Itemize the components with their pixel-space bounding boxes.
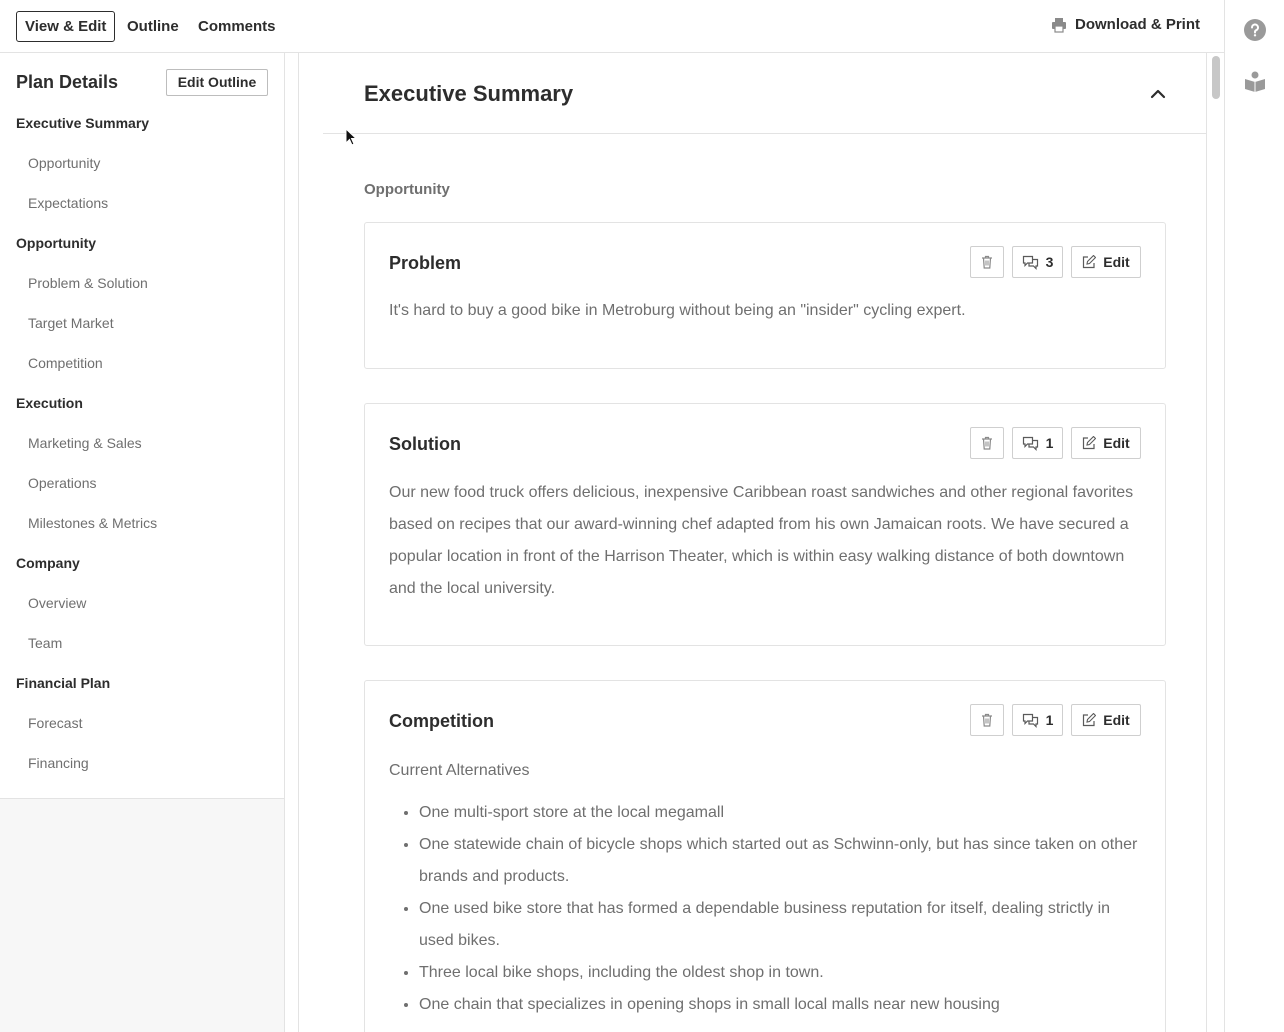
edit-label: Edit [1103, 254, 1130, 270]
comment-count: 1 [1045, 435, 1054, 451]
plan-details-title: Plan Details [16, 72, 119, 92]
list-item: • One multi-sport store at the local megamall [419, 797, 1145, 829]
sidebar-item-problem-solution[interactable]: Problem & Solution [28, 275, 148, 291]
competitor-list [389, 797, 1145, 1021]
card-title: Problem [389, 253, 462, 273]
mouse-cursor-icon [345, 128, 357, 146]
comment-icon [1022, 713, 1039, 728]
subsection-label: Opportunity [364, 181, 450, 198]
divider [298, 53, 299, 1032]
comment-icon [1022, 255, 1039, 270]
comment-count: 3 [1045, 254, 1054, 270]
divider [1206, 53, 1207, 1032]
sidebar-item-team[interactable]: Team [28, 635, 63, 651]
comment-count: 1 [1045, 712, 1054, 728]
right-rail [1224, 0, 1284, 1032]
card-actions [970, 427, 1141, 459]
sidebar-item-executive-summary[interactable]: Executive Summary [16, 115, 150, 131]
sidebar-item-operations[interactable]: Operations [28, 475, 97, 491]
edit-icon [1082, 713, 1096, 727]
tab-view-edit[interactable]: View & Edit [16, 11, 115, 42]
download-print-button[interactable] [1051, 16, 1200, 33]
section-title: Executive Summary [364, 81, 574, 106]
sidebar-item-company[interactable]: Company [16, 555, 80, 571]
card-competition [364, 680, 1166, 1032]
trash-icon [981, 255, 993, 269]
sidebar-item-opportunity[interactable]: Opportunity [16, 235, 97, 251]
card-actions [970, 704, 1141, 736]
sidebar-item-financing[interactable]: Financing [28, 755, 89, 771]
comment-icon [1022, 436, 1039, 451]
sidebar-item-opportunity-sub[interactable]: Opportunity [28, 155, 101, 171]
edit-label: Edit [1103, 435, 1130, 451]
download-print-label: Download & Print [1075, 16, 1200, 33]
sidebar-item-expectations[interactable]: Expectations [28, 195, 109, 211]
card-body: Our new food truck offers delicious, inexpensive Caribbean roast sandwiches and other regional favorites based on recipes that our award-winning chef adapted from his own Jamaican roots. We have secured a popular location in front of the Harrison Theater, which is within easy walking distance of both downtown and the local university. [389, 484, 1134, 597]
sidebar-item-financial-plan[interactable]: Financial Plan [16, 675, 111, 691]
printer-icon [1051, 17, 1067, 33]
chevron-up-icon[interactable] [1147, 83, 1169, 105]
section-header [323, 53, 1207, 134]
sidebar-item-target-market[interactable]: Target Market [28, 315, 114, 331]
card-body [389, 760, 1145, 1021]
edit-outline-button[interactable]: Edit Outline [166, 69, 268, 96]
comments-button[interactable] [1012, 246, 1063, 278]
card-subheading: Current Alternatives [389, 762, 530, 779]
delete-button[interactable] [970, 427, 1004, 459]
list-item: • One statewide chain of bicycle shops which started out as Schwinn-only, but has since taken on other brands and products. [419, 829, 1145, 893]
list-item: • Three local bike shops, including the oldest shop in town. [419, 957, 1145, 989]
help-icon[interactable] [1244, 19, 1266, 41]
sidebar-nav [0, 103, 284, 783]
book-reader-icon[interactable] [1244, 70, 1266, 92]
card-actions [970, 246, 1141, 278]
edit-icon [1082, 255, 1096, 269]
card-problem [364, 222, 1166, 369]
edit-label: Edit [1103, 712, 1130, 728]
edit-button[interactable] [1071, 427, 1141, 459]
sidebar [0, 53, 285, 1032]
edit-icon [1082, 436, 1096, 450]
comments-button[interactable] [1012, 704, 1063, 736]
sidebar-item-forecast[interactable]: Forecast [28, 715, 83, 731]
list-item: • One chain that specializes in opening shops in small local malls near new housing [419, 989, 1145, 1021]
scrollbar-thumb[interactable] [1212, 56, 1220, 99]
sidebar-item-milestones-metrics[interactable]: Milestones & Metrics [28, 515, 158, 531]
trash-icon [981, 713, 993, 727]
delete-button[interactable] [970, 704, 1004, 736]
edit-button[interactable] [1071, 704, 1141, 736]
sidebar-item-execution[interactable]: Execution [16, 395, 83, 411]
card-solution [364, 403, 1166, 646]
edit-button[interactable] [1071, 246, 1141, 278]
top-toolbar [0, 0, 1224, 53]
card-title: Solution [389, 434, 461, 454]
plan-outline-panel [0, 53, 284, 799]
delete-button[interactable] [970, 246, 1004, 278]
sidebar-item-marketing-sales[interactable]: Marketing & Sales [28, 435, 142, 451]
tab-comments[interactable]: Comments [198, 18, 276, 35]
list-item: • One used bike store that has formed a dependable business reputation for itself, dealing strictly in used bikes. [419, 893, 1145, 957]
card-title: Competition [389, 711, 494, 731]
sidebar-item-competition[interactable]: Competition [28, 355, 103, 371]
card-body: It's hard to buy a good bike in Metroburg without being an "insider" cycling expert. [389, 302, 966, 319]
comments-button[interactable] [1012, 427, 1063, 459]
main-content [323, 53, 1207, 1032]
tab-outline[interactable]: Outline [127, 18, 179, 35]
sidebar-item-overview[interactable]: Overview [28, 595, 87, 611]
trash-icon [981, 436, 993, 450]
